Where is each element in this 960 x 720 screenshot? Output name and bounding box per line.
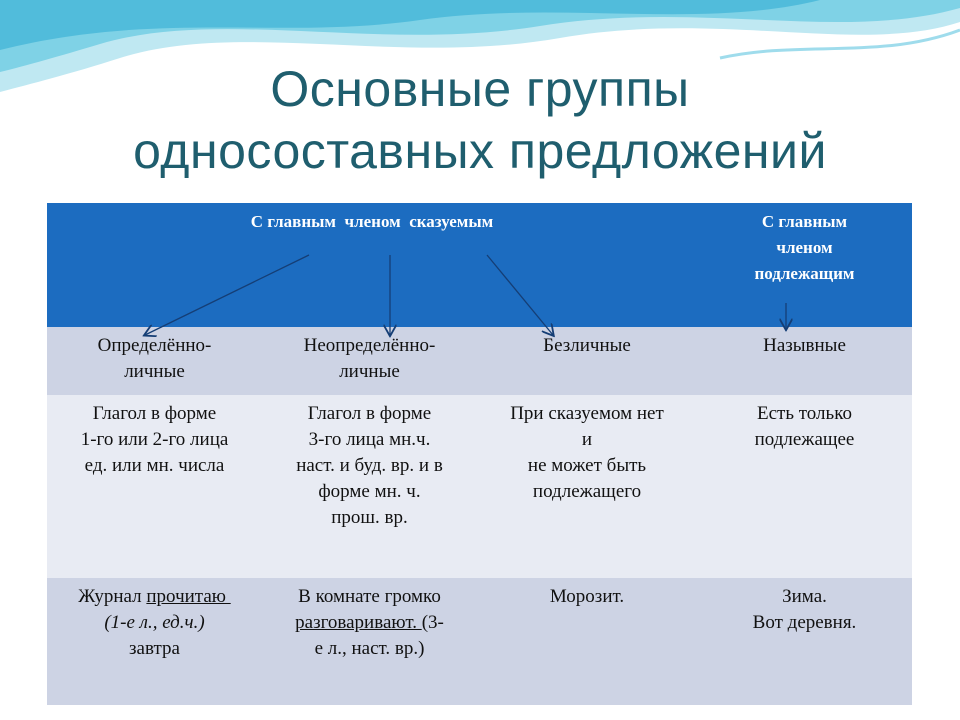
- example-indefinite: [262, 578, 477, 705]
- header-subject-line-3: подлежащим: [754, 264, 855, 283]
- feature-line: подлежащего: [532, 481, 642, 502]
- feature-line: Глагол в форме: [307, 403, 432, 424]
- feature-line: прош. вр.: [331, 507, 408, 528]
- example-note: (1-е л., ед.ч.): [104, 612, 205, 633]
- type-impersonal: [477, 327, 697, 395]
- feature-line: При сказуемом нет: [510, 403, 664, 424]
- type-label-line: Безличные: [543, 335, 631, 356]
- title-line-2: односоставных предложений: [133, 123, 827, 179]
- example-text: Журнал: [78, 586, 147, 607]
- feature-line: форме мн. ч.: [318, 481, 421, 502]
- header-predicate-group: [47, 203, 697, 327]
- feature-definite: [47, 395, 262, 578]
- example-text: Морозит.: [549, 586, 625, 607]
- type-label-line: личные: [339, 361, 400, 382]
- header-subject-line-1: С главным: [761, 212, 848, 231]
- header-subject-line-2: членом: [776, 238, 833, 257]
- feature-impersonal: [477, 395, 697, 578]
- slide-title: [0, 58, 960, 182]
- examples-row: [47, 578, 912, 705]
- feature-nominative: [697, 395, 912, 578]
- features-row: [47, 395, 912, 578]
- type-label-line: Назывные: [763, 335, 846, 356]
- type-nominative: [697, 327, 912, 395]
- feature-line: наст. и буд. вр. и в: [296, 455, 443, 476]
- example-text: е л., наст. вр.): [314, 638, 425, 659]
- type-label-line: Определённо-: [97, 335, 212, 356]
- feature-line: и: [581, 429, 593, 450]
- header-subject-group: [697, 203, 912, 327]
- example-verb: разговаривают.: [295, 612, 422, 633]
- feature-line: Есть только: [757, 403, 852, 424]
- type-label-line: личные: [124, 361, 185, 382]
- example-text: завтра: [129, 638, 180, 659]
- types-row: [47, 327, 912, 395]
- example-text: В комнате громко: [298, 586, 441, 607]
- feature-indefinite: [262, 395, 477, 578]
- type-label-line: Неопределённо-: [303, 335, 436, 356]
- feature-line: подлежащее: [754, 429, 855, 450]
- example-line: [53, 584, 256, 610]
- feature-line: Глагол в форме: [92, 403, 217, 424]
- feature-line: не может быть: [527, 455, 647, 476]
- example-impersonal: [477, 578, 697, 705]
- feature-line: 1-го или 2-го лица: [80, 429, 229, 450]
- table-header-row: [47, 203, 912, 327]
- sentence-types-table: [47, 203, 912, 705]
- title-line-1: Основные группы: [270, 61, 690, 117]
- example-text: Вот деревня.: [752, 612, 857, 633]
- feature-line: ед. или мн. числа: [84, 455, 225, 476]
- feature-line: 3-го лица мн.ч.: [308, 429, 431, 450]
- type-indefinite-personal: [262, 327, 477, 395]
- type-definite-personal: [47, 327, 262, 395]
- example-verb: прочитаю: [146, 586, 231, 607]
- example-nominative: [697, 578, 912, 705]
- example-definite: [47, 578, 262, 705]
- example-text: (3-: [421, 612, 444, 633]
- header-predicate-label: С главным членом сказуемым: [250, 212, 494, 231]
- example-text: Зима.: [782, 586, 827, 607]
- example-line: [268, 610, 471, 636]
